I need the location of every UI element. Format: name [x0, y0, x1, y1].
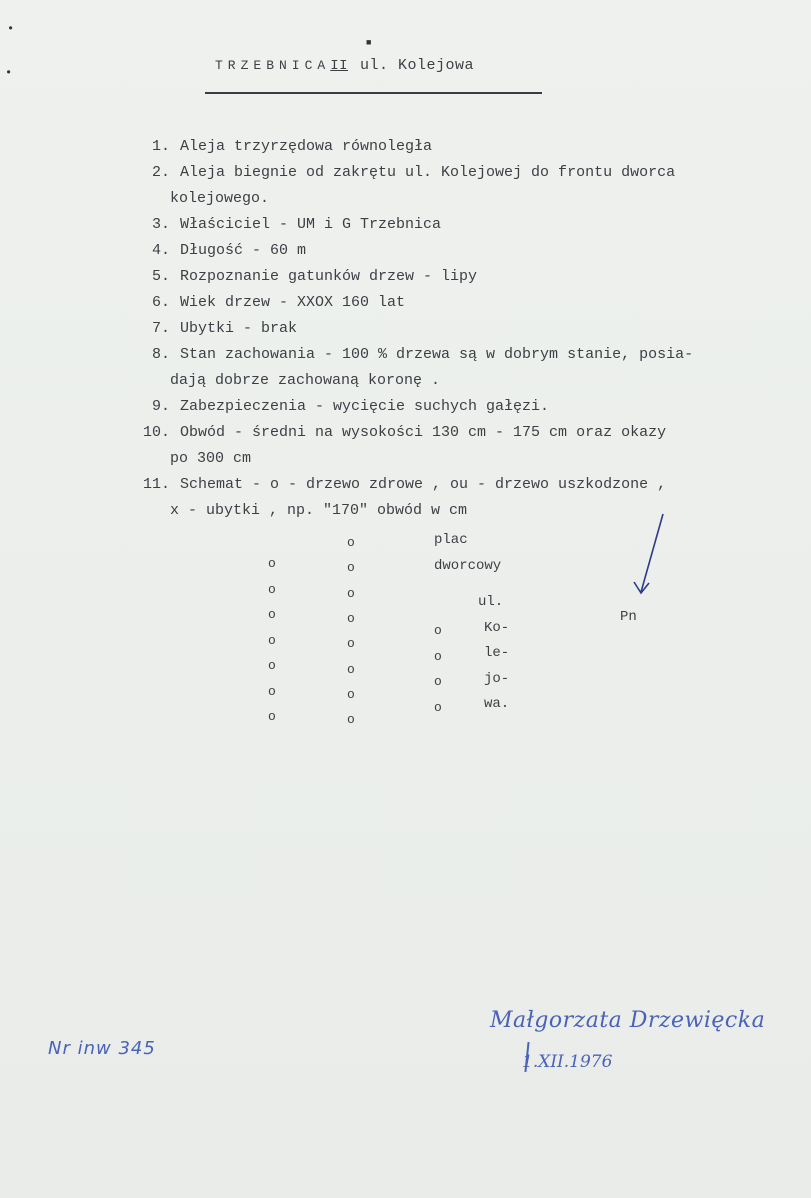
item-text: Zabezpieczenia - wycięcie suchych gałęzi.: [180, 398, 550, 415]
tree-symbol: o: [268, 581, 276, 597]
tree-symbol: o: [347, 560, 355, 576]
item-number: 4.: [151, 242, 170, 259]
item-number: 5.: [151, 268, 170, 285]
tree-symbol: o: [434, 699, 442, 715]
list-item: [128, 264, 748, 290]
item-number: 10.: [142, 424, 170, 441]
item-list: [128, 134, 748, 524]
signature-name: Małgorzata Drzewięcka: [490, 1008, 766, 1033]
tree-symbol: o: [347, 661, 355, 677]
item-number: 2.: [151, 164, 170, 181]
tree-symbol: o: [434, 648, 442, 664]
item-number: 6.: [151, 294, 170, 311]
item-number: 11.: [142, 476, 170, 493]
item-number: 1.: [151, 138, 170, 155]
tree-symbol: o: [268, 632, 276, 648]
tree-symbol: o: [347, 535, 355, 550]
header-street: ul. Kolejowa: [360, 57, 475, 74]
item-text: Aleja trzyrzędowa równoległa: [180, 138, 433, 155]
tree-symbol: o: [268, 683, 276, 699]
tree-symbol: o: [268, 709, 276, 724]
item-text: Ubytki - brak: [180, 320, 298, 337]
tree-symbol: o: [268, 607, 276, 622]
item-text: Rozpoznanie gatunków drzew - lipy: [180, 268, 478, 285]
place-label: dworcowy: [434, 558, 502, 574]
item-text: Obwód - średni na wysokości 130 cm - 175 cm oraz okazy: [180, 424, 667, 441]
item-continuation: po 300 cm: [170, 450, 252, 467]
list-item: [128, 342, 748, 368]
tree-symbol: o: [268, 556, 276, 571]
document-header: [215, 57, 474, 74]
header-town: TRZEBNICA: [215, 58, 331, 73]
street-label: jo-: [484, 671, 510, 687]
north-label: Pn: [620, 609, 637, 625]
place-label: plac: [434, 532, 468, 548]
margin-mark: •: [7, 22, 15, 36]
item-number: 9.: [151, 398, 170, 415]
tree-symbol: o: [347, 585, 355, 601]
item-text: Wiek drzew - XXOX 160 lat: [180, 294, 406, 311]
margin-mark: •: [5, 66, 13, 80]
item-text: Stan zachowania - 100 % drzewa są w dobrym stanie, posia-: [180, 346, 694, 363]
item-text: Schemat - o - drzewo zdrowe , ou - drzewo uszkodzone ,: [180, 476, 667, 493]
street-label: ul.: [478, 594, 504, 610]
item-number: 3.: [151, 216, 170, 233]
margin-mark: ■: [366, 38, 372, 48]
item-text: Aleja biegnie od zakrętu ul. Kolejowej do frontu dworca: [180, 164, 676, 181]
tree-symbol: o: [434, 674, 442, 689]
street-label: le-: [484, 645, 510, 661]
header-rule: [205, 92, 542, 94]
list-item: [128, 134, 748, 160]
north-arrow-icon: [620, 512, 680, 602]
tree-symbol: o: [434, 623, 442, 638]
item-text: Długość - 60 m: [180, 242, 307, 259]
list-item: [128, 472, 748, 498]
item-number: 8.: [151, 346, 170, 363]
tree-symbol: o: [347, 686, 355, 702]
list-item: [128, 290, 748, 316]
header-number: II: [330, 58, 349, 74]
tree-symbol: o: [347, 636, 355, 652]
tree-symbol: o: [347, 610, 355, 626]
list-item: [128, 420, 748, 446]
inventory-note: Nr inw 345: [48, 1038, 156, 1059]
list-item: [128, 160, 748, 186]
street-label: wa.: [484, 696, 510, 712]
list-item: [128, 212, 748, 238]
item-continuation: dają dobrze zachowaną koronę .: [170, 372, 441, 389]
tree-symbol: o: [347, 712, 355, 728]
item-text: Właściciel - UM i G Trzebnica: [180, 216, 442, 233]
tree-symbol: o: [268, 658, 276, 673]
list-item: [128, 316, 748, 342]
list-item: [128, 394, 748, 420]
item-number: 7.: [151, 320, 170, 337]
item-continuation: x - ubytki , np. "170" obwód w cm: [170, 502, 468, 519]
list-item: [128, 238, 748, 264]
street-label: Ko-: [484, 620, 510, 636]
item-continuation: kolejowego.: [170, 190, 270, 207]
signature-date: 1.XII.1976: [522, 1052, 613, 1072]
